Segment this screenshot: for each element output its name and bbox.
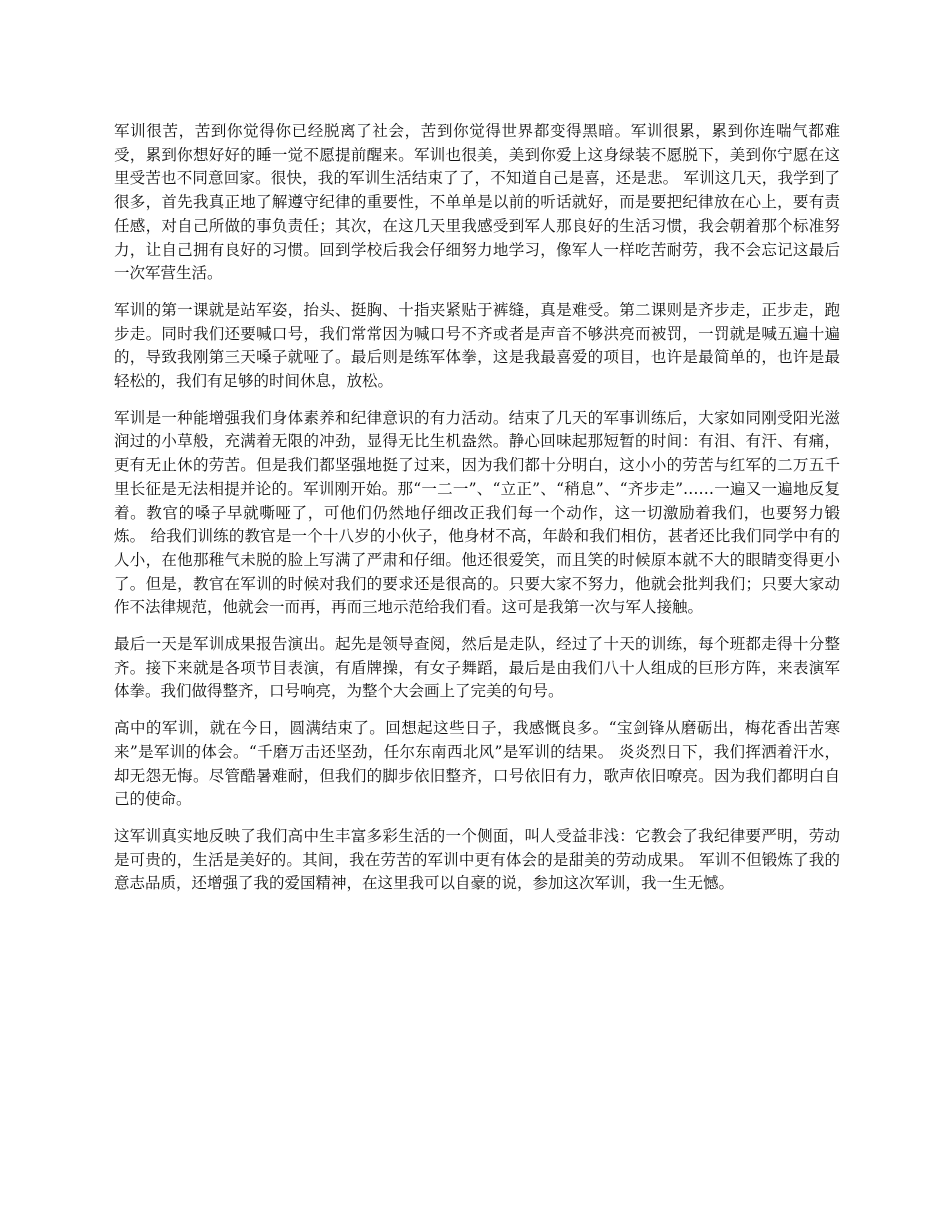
paragraph-3: 军训是一种能增强我们身体素养和纪律意识的有力活动。结束了几天的军事训练后，大家如同刚受阳光滋润过的小草般，充满着无限的冲劲，显得无比生机盎然。静心回味起那短暂的时间：有泪、有汗、有痛，更有无止休的劳苦。但是我们都坚强地挺了过来，因为我们都十分明白，这小小的劳苦与红军的二万五千里长征是无法相提并论的。军训刚开始。那“一二一”、“立正”、“稍息”、“齐步走”……一遍又一遍地反复着。教官的嗓子早就嘶哑了，可他们仍然地仔细改正我们每一个动作，这一切激励着我们，也要努力锻炼。 给我们训练的教官是一个十八岁的小伙子，他身材不高，年龄和我们相仿，甚者还比我们同学中有的人小，在他那稚气未脱的脸上写满了严肃和仔细。他还很爱笑，而且笑的时候原本就不大的眼睛变得更小了。但是，教官在军训的时候对我们的要求还是很高的。只要大家不努力，他就会批判我们；只要大家动作不法律规范，他就会一而再，再而三地示范给我们看。这可是我第一次与军人接触。 bbox=[114, 408, 840, 617]
paragraph-2: 军训的第一课就是站军姿，抬头、挺胸、十指夹紧贴于裤缝，真是难受。第二课则是齐步走，正步走，跑步走。同时我们还要喊口号，我们常常因为喊口号不齐或者是声音不够洪亮而被罚，一罚就是喊五遍十遍的，导致我刚第三天嗓子就哑了。最后则是练军体拳，这是我最喜爱的项目，也许是最简单的，也许是最轻松的，我们有足够的时间休息，放松。 bbox=[114, 300, 840, 391]
document-body bbox=[114, 120, 840, 909]
paragraph-5: 高中的军训，就在今日，圆满结束了。回想起这些日子，我感慨良多。“宝剑锋从磨砺出，梅花香出苦寒来”是军训的体会。“千磨万击还坚劲，任尔东南西北风”是军训的结果。 炎炎烈日下，我们挥洒着汗水，却无怨无悔。尽管酷暑难耐，但我们的脚步依旧整齐，口号依旧有力，歌声依旧嘹亮。因为我们都明白自己的使命。 bbox=[114, 719, 840, 809]
paragraph-6: 这军训真实地反映了我们高中生丰富多彩生活的一个侧面，叫人受益非浅：它教会了我纪律要严明，劳动是可贵的，生活是美好的。其间，我在劳苦的军训中更有体会的是甜美的劳动成果。 军训不但锻炼了我的意志品质，还增强了我的爱国精神，在这里我可以自豪的说，参加这次军训，我一生无憾。 bbox=[114, 826, 840, 893]
paragraph-1: 军训很苦，苦到你觉得你已经脱离了社会，苦到你觉得世界都变得黑暗。军训很累，累到你连喘气都难受，累到你想好好的睡一觉不愿提前醒来。军训也很美，美到你爱上这身绿装不愿脱下，美到你宁愿在这里受苦也不同意回家。很快，我的军训生活结束了了，不知道自己是喜，还是悲。 军训这几天，我学到了很多，首先我真正地了解遵守纪律的重要性，不单单是以前的听话就好，而是要把纪律放在心上，要有责任感，对自己所做的事负责任；其次，在这几天里我感受到军人那良好的生活习惯，我会朝着那个标准努力，让自己拥有良好的习惯。回到学校后我会仔细努力地学习，像军人一样吃苦耐劳，我不会忘记这最后一次军营生活。 bbox=[114, 122, 840, 283]
paragraph-4: 最后一天是军训成果报告演出。起先是领导查阅，然后是走队，经过了十天的训练，每个班都走得十分整齐。接下来就是各项节目表演，有盾牌操，有女子舞蹈，最后是由我们八十人组成的巨形方阵，来表演军体拳。我们做得整齐，口号响亮，为整个大会画上了完美的句号。 bbox=[114, 635, 840, 701]
